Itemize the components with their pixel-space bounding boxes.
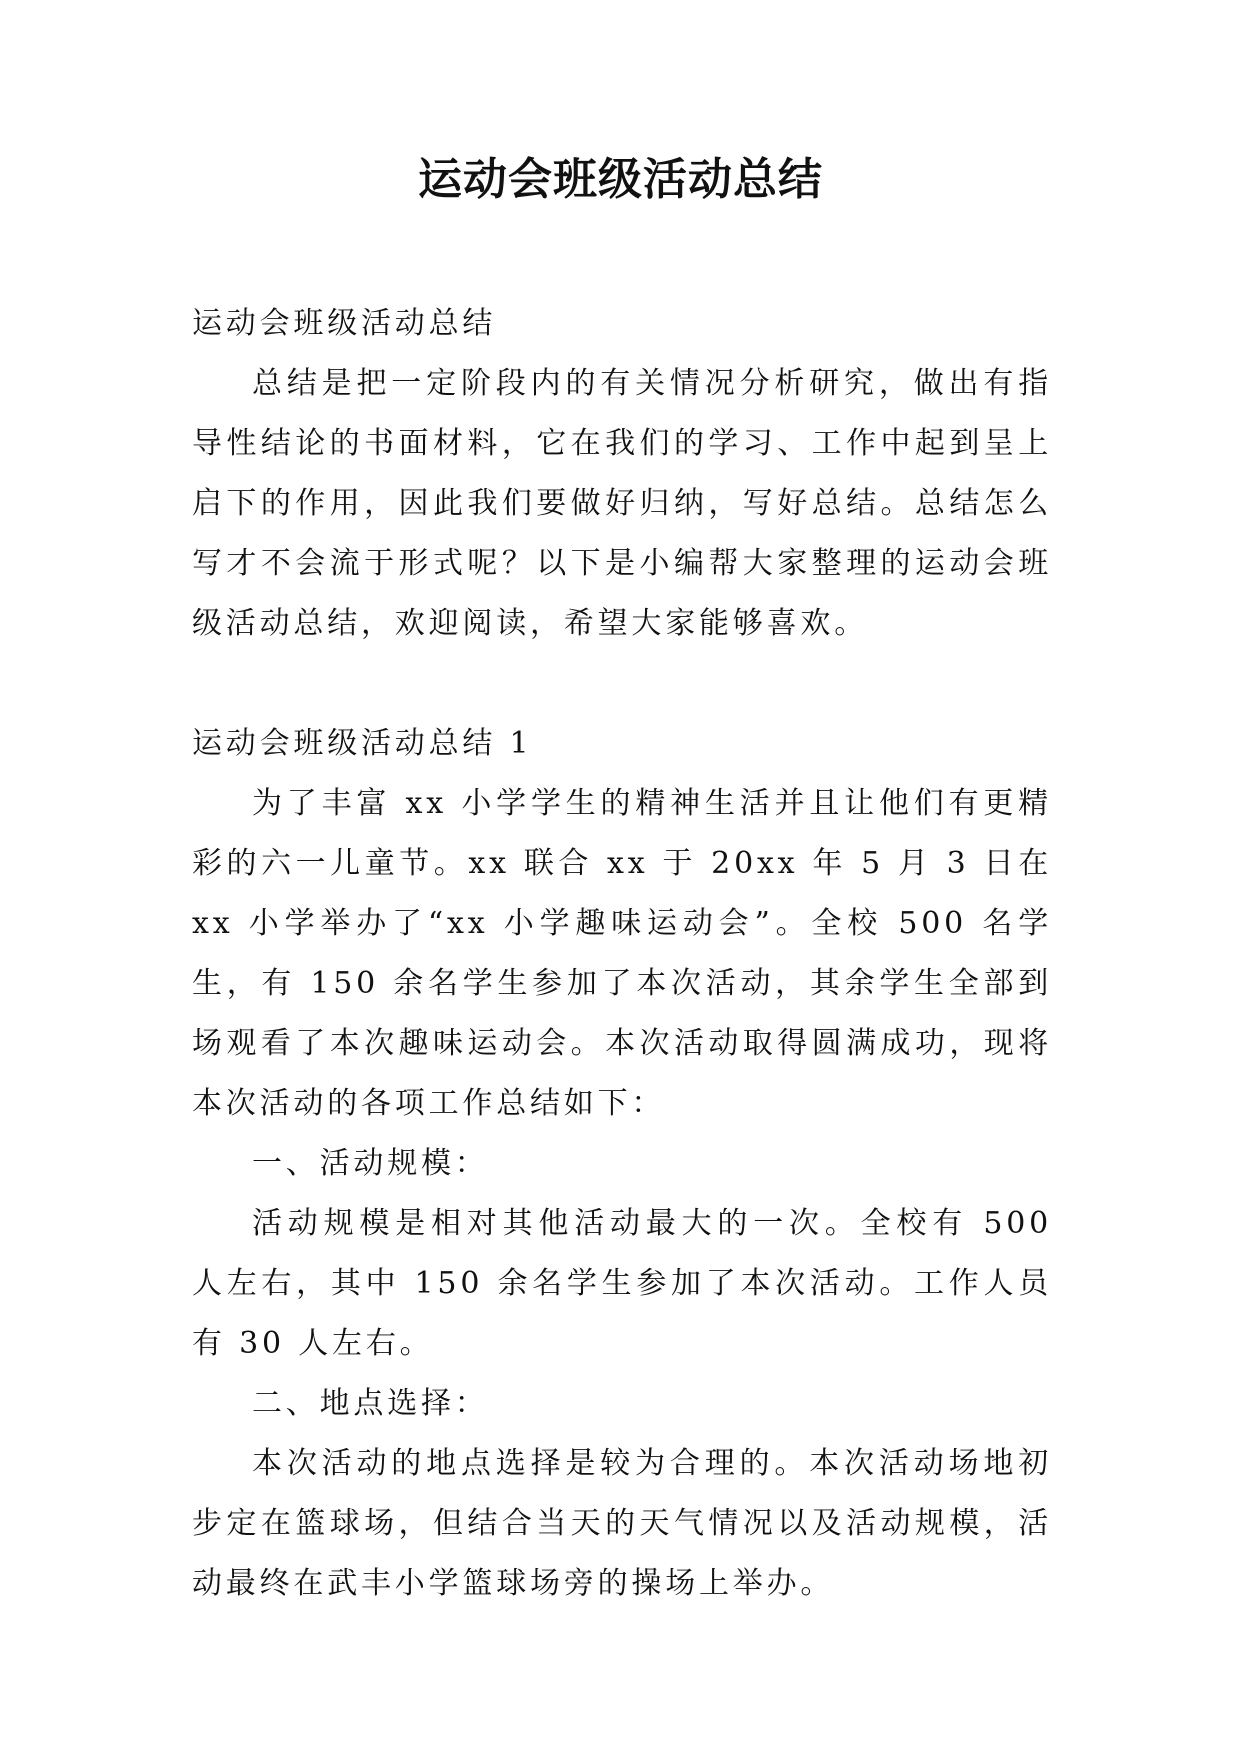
section-1-paragraph: 为了丰富 xx 小学学生的精神生活并且让他们有更精彩的六一儿童节。xx 联合 xx 于 20xx 年 5 月 3 日在 xx 小学举办了“xx 小学趣味运动会”。全校 500 名学生，有 150 余名学生参加了本次活动，其余学生全部到场观看了本次趣味运动会。本次活动取得圆满成功，现将本次活动的各项工作总结如下： (192, 786, 1052, 1121)
document-title: 运动会班级活动总结 (418, 154, 823, 205)
subheading-activity-scale: 一、活动规模： (252, 1146, 489, 1181)
subheading-venue-selection: 二、地点选择： (252, 1386, 489, 1421)
section-heading-1: 运动会班级活动总结 1 (192, 726, 533, 761)
venue-selection-paragraph: 本次活动的地点选择是较为合理的。本次活动场地初步定在篮球场，但结合当天的天气情况以及活动规模，活动最终在武丰小学篮球场旁的操场上举办。 (192, 1446, 1052, 1601)
section-spacer (192, 654, 1052, 714)
intro-paragraph: 总结是把一定阶段内的有关情况分析研究，做出有指导性结论的书面材料，它在我们的学习、工作中起到呈上启下的作用，因此我们要做好归纳，写好总结。总结怎么写才不会流于形式呢？以下是小编帮大家整理的运动会班级活动总结，欢迎阅读，希望大家能够喜欢。 (192, 366, 1052, 641)
document-body (192, 294, 1052, 1614)
activity-scale-paragraph: 活动规模是相对其他活动最大的一次。全校有 500 人左右，其中 150 余名学生参加了本次活动。工作人员有 30 人左右。 (192, 1206, 1052, 1361)
intro-heading: 运动会班级活动总结 (192, 306, 497, 341)
